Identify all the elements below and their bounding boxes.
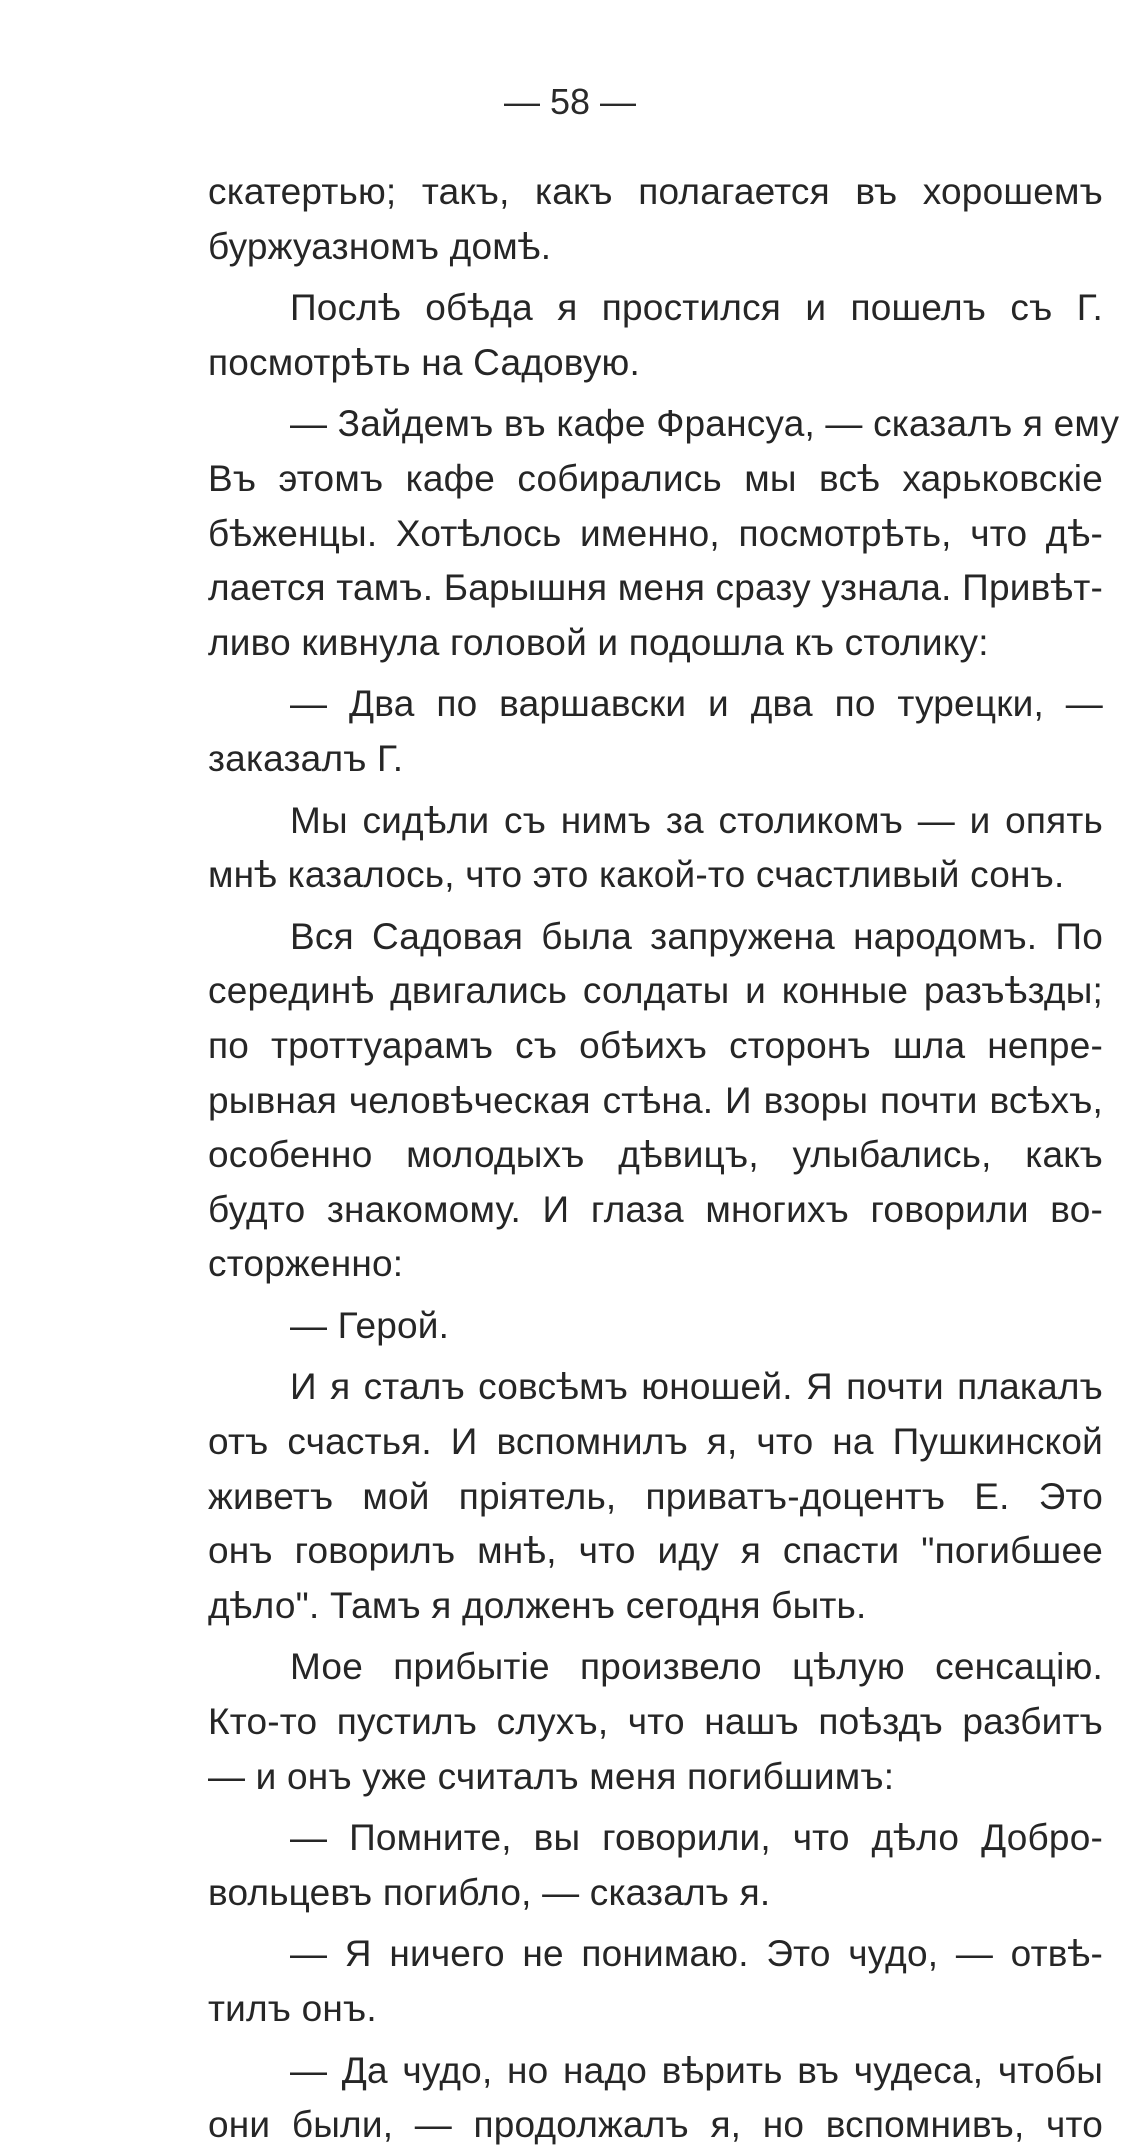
text-line: Мы сидѣли съ нимъ за столикомъ — и опять	[290, 799, 1103, 841]
paragraph-gap	[208, 787, 1103, 794]
text-line: особенно молодыхъ дѣвицъ, улыбались, какъ	[208, 1134, 1103, 1176]
text-line: — Зайдемъ въ кафе Франсуа, — сказалъ я ему	[290, 403, 1120, 445]
text-line: будто знакомому. И глаза многихъ говорили во-	[208, 1188, 1103, 1230]
text-line: тилъ онъ.	[208, 1988, 377, 2029]
text-line: И я сталъ совсѣмъ юношей. Я почти плакалъ	[290, 1366, 1103, 1408]
text-line: по троттуарамъ съ обѣихъ сторонъ шла непре-	[208, 1024, 1103, 1066]
paragraph-gap	[208, 1353, 1103, 1360]
text-line: дѣло". Тамъ я долженъ сегодня быть.	[208, 1584, 867, 1626]
text-line: — Помните, вы говорили, что дѣло Добро-	[290, 1817, 1103, 1859]
paragraph-gap	[208, 903, 1103, 910]
text-line: — и онъ уже считалъ меня погибшимъ:	[208, 1755, 895, 1797]
paragraph-gap	[208, 1920, 1103, 1927]
paragraph	[208, 1927, 1103, 2036]
text-line: буржуазномъ домѣ.	[208, 225, 552, 267]
paragraph-gap	[208, 274, 1103, 281]
paragraph	[208, 397, 1120, 670]
paragraph	[208, 165, 1103, 274]
text-line: лается тамъ. Барышня меня сразу узнала. Привѣт-	[208, 567, 1103, 609]
text-line: — Я ничего не понимаю. Это чудо, — отвѣ-	[290, 1933, 1103, 1975]
text-line: Мое прибытіе произвело цѣлую сенсацію.	[290, 1646, 1103, 1688]
paragraph-gap	[208, 1292, 1103, 1299]
text-line: отъ счастья. И вспомнилъ я, что на Пушкинской	[208, 1421, 1103, 1463]
text-line: Вся Садовая была запружена народомъ. По	[290, 915, 1103, 957]
paragraph-gap	[208, 390, 1103, 397]
text-line: скатертью; такъ, какъ полагается въ хорошемъ	[208, 171, 1103, 212]
text-line: бѣженцы. Хотѣлось именно, посмотрѣть, что дѣ-	[208, 512, 1103, 554]
paragraph	[208, 1811, 1103, 1920]
text-line: вольцевъ погибло, — сказалъ я.	[208, 1871, 771, 1913]
paragraph	[208, 794, 1103, 903]
paragraph-gap	[208, 670, 1103, 677]
paragraph	[208, 281, 1103, 390]
text-line: Послѣ обѣда я простился и пошелъ съ Г.	[290, 287, 1103, 329]
text-line: Въ этомъ кафе собирались мы всѣ харьковскіе	[208, 457, 1103, 499]
text-line: Кто-то пустилъ слухъ, что нашъ поѣздъ разбитъ	[208, 1701, 1103, 1743]
text-line: серединѣ двигались солдаты и конные разъѣзды;	[208, 970, 1103, 1012]
paragraph	[208, 2044, 1103, 2153]
text-line: — Герой.	[290, 1304, 450, 1346]
text-line: живетъ мой пріятель, приватъ-доцентъ Е. Это	[208, 1475, 1103, 1517]
paragraph	[208, 1299, 1103, 1354]
text-column	[208, 165, 1120, 2153]
text-line: посмотрѣть на Садовую.	[208, 341, 640, 383]
paragraph	[208, 910, 1103, 1292]
paragraph	[208, 1640, 1103, 1804]
text-line: они были, — продолжалъ я, но вспомнивъ, что	[208, 2104, 1103, 2146]
paragraph-gap	[208, 1804, 1103, 1811]
text-line: онъ говорилъ мнѣ, что иду я спасти "погибшее	[208, 1530, 1103, 1572]
text-line: — Да чудо, но надо вѣрить въ чудеса, чтобы	[290, 2049, 1103, 2091]
paragraph	[208, 677, 1103, 786]
text-line: мнѣ казалось, что это какой-то счастливый сонъ.	[208, 854, 1065, 896]
text-line: — Два по варшавски и два по турецки, —	[290, 683, 1103, 725]
page-number: — 58 —	[503, 81, 637, 122]
paragraph	[208, 1360, 1103, 1633]
text-line: рывная человѣческая стѣна. И взоры почти всѣхъ,	[208, 1079, 1103, 1121]
text-line: заказалъ Г.	[208, 737, 404, 779]
paragraph-gap	[208, 1633, 1103, 1640]
paragraph-gap	[208, 2037, 1103, 2044]
text-line: сторженно:	[208, 1243, 404, 1285]
text-line: ливо кивнула головой и подошла къ столику:	[208, 621, 989, 663]
